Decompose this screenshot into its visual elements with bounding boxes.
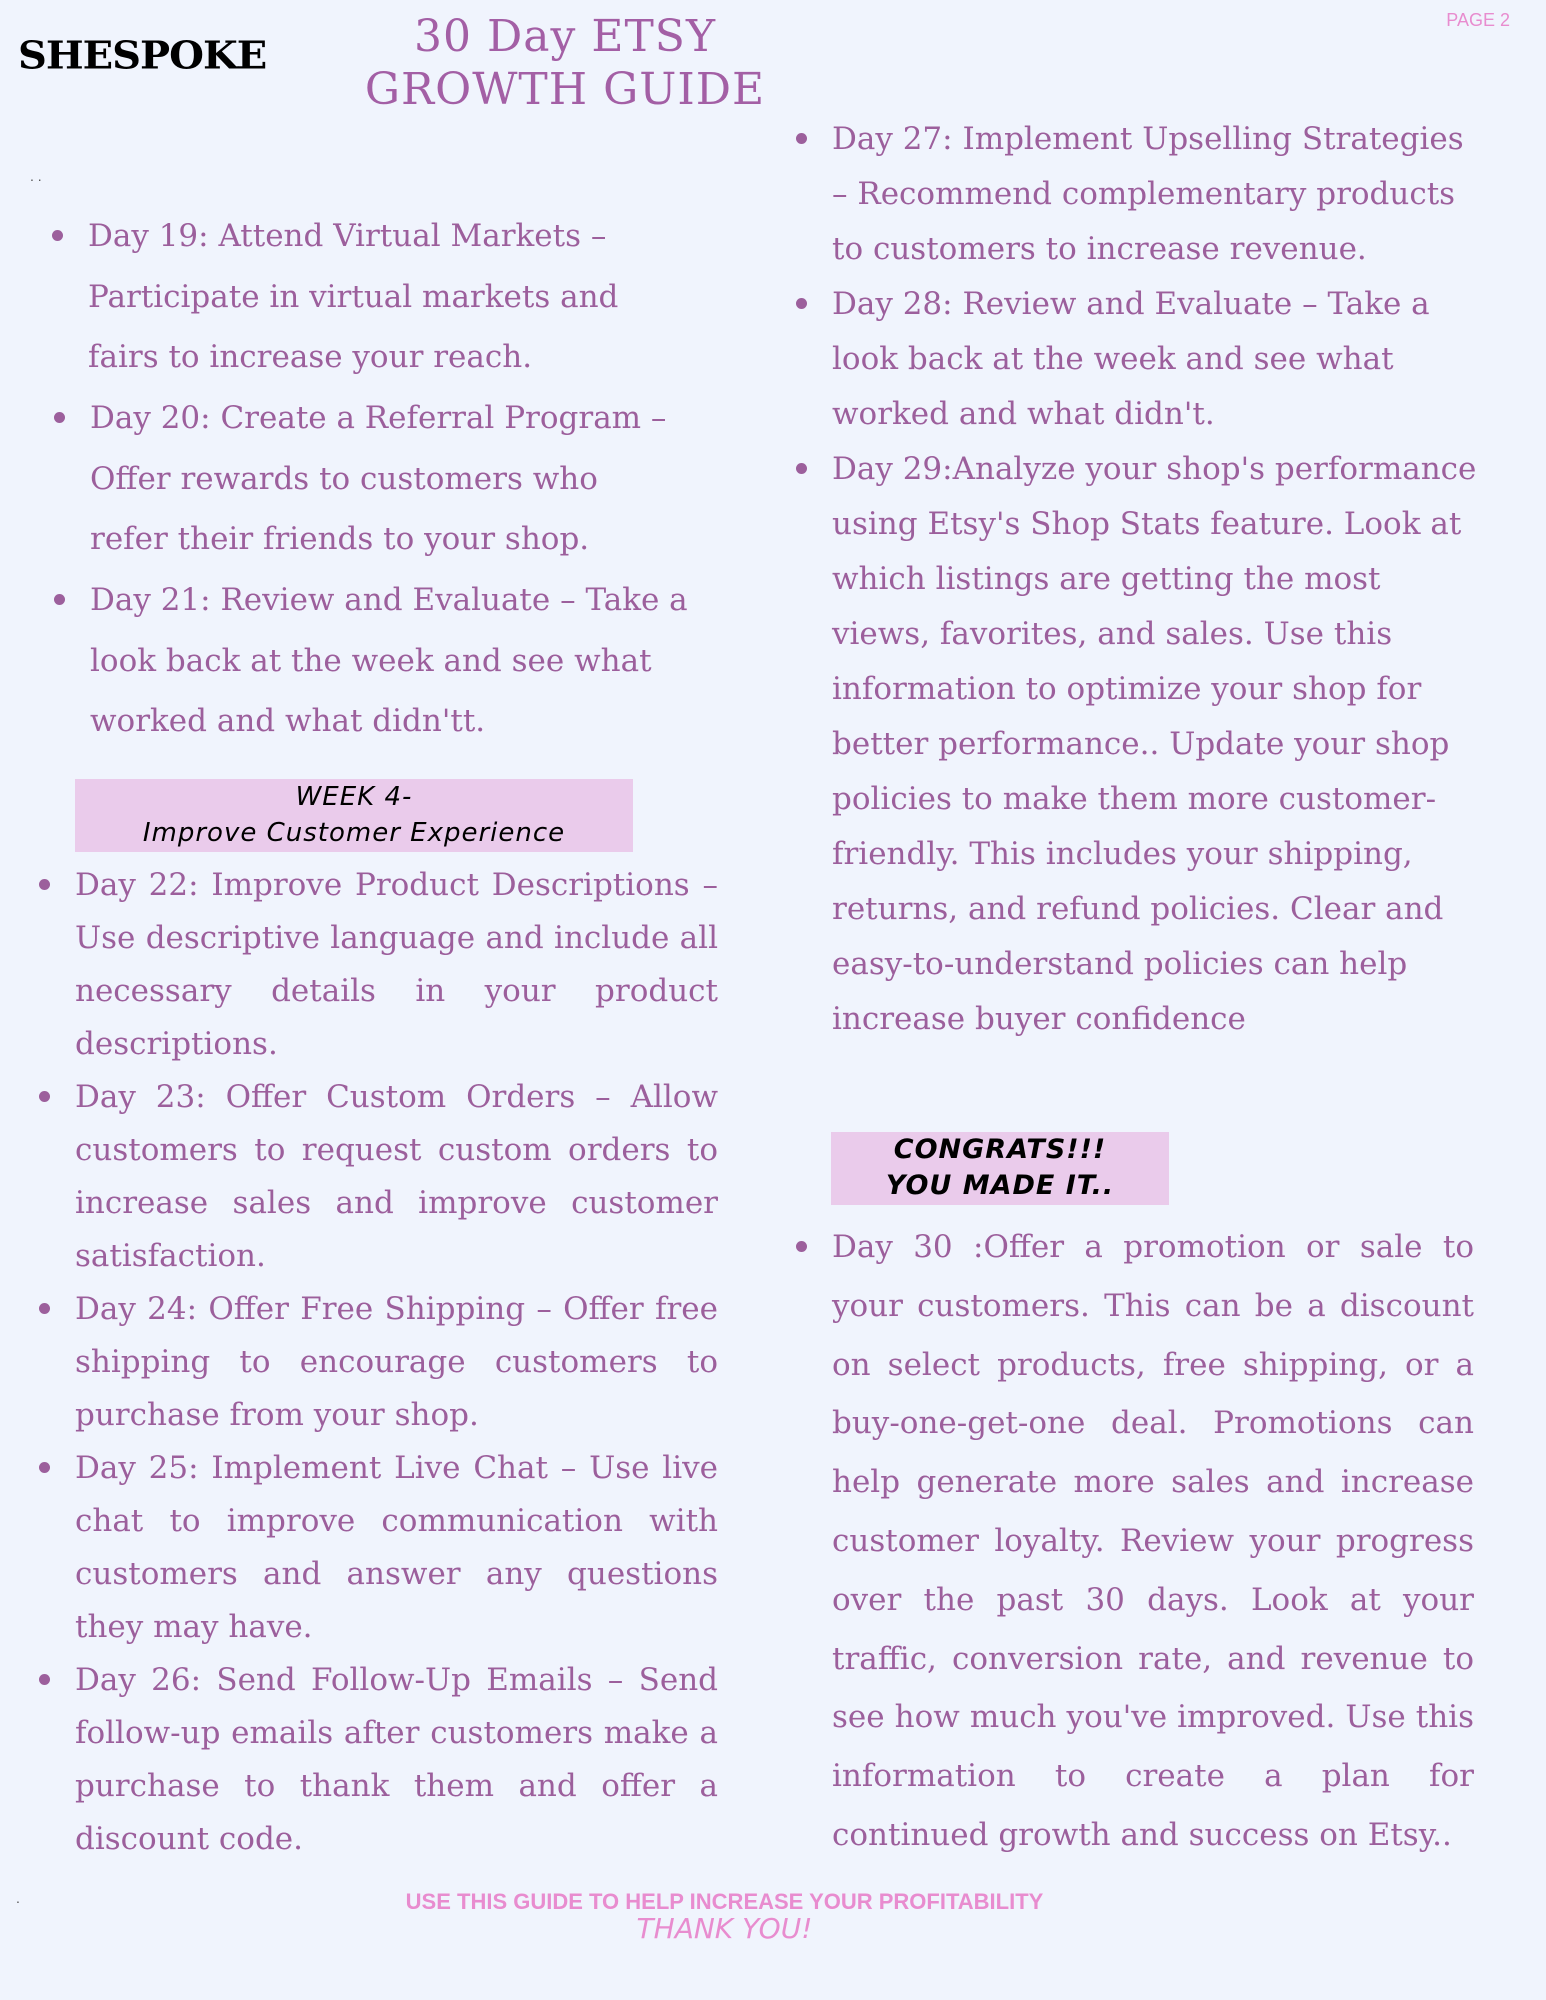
list-item-day-23: Day 23: Offer Custom Orders – Allow customers to request custom orders to increase sales and improve customer satisfaction. [75,1071,718,1283]
list-item-day-25: Day 25: Implement Live Chat – Use live chat to improve communication with customers and answer any questions they may have. [75,1442,718,1654]
congrats-banner [831,1132,1169,1205]
stray-dots: . . [30,168,42,184]
list-item-day-30: Day 30 :Offer a promotion or sale to your customers. This can be a discount on select products, free shipping, or a buy-one-get-one deal. Promotions can help generate more sales and increase customer loyalty. Review your progress over the past 30 days. Look at your traffic, conversion rate, and revenue to see how much you've improved. Use this information to create a plan for continued growth and success on Etsy.. [832,1218,1474,1865]
list-item-day-27: Day 27: Implement Upselling Strategies – Recommend complementary products to customers to increase revenue. [832,112,1482,277]
stray-dot: . [16,1890,20,1906]
title-line-2: GROWTH GUIDE [364,64,766,115]
brand-logo: SHESPOKE [18,33,267,78]
week-banner-line-1: WEEK 4- [295,782,413,812]
footer-cta: USE THIS GUIDE TO HELP INCREASE YOUR PROFITABILITY [405,1889,1044,1914]
list-item-day-21: Day 21: Review and Evaluate – Take a look back at the week and see what worked and what didn'tt. [90,570,715,752]
congrats-banner-line-2: YOU MADE IT.. [885,1170,1115,1201]
list-item-day-19: Day 19: Attend Virtual Markets – Participate in virtual markets and fairs to increase your reach. [88,206,668,388]
list-item-day-26: Day 26: Send Follow-Up Emails – Send follow-up emails after customers make a purchase to thank them and offer a discount code. [75,1654,718,1866]
list-item-day-24: Day 24: Offer Free Shipping – Offer free shipping to encourage customers to purchase from your shop. [75,1283,718,1442]
week-4-banner [75,779,633,852]
page-number: PAGE 2 [1446,10,1510,30]
list-item-day-28: Day 28: Review and Evaluate – Take a look back at the week and see what worked and what didn't. [832,277,1482,442]
list-item-day-22: Day 22: Improve Product Descriptions – Use descriptive language and include all necessary details in your product descriptions. [75,859,718,1071]
week-banner-line-2: Improve Customer Experience [142,818,566,848]
page-title [340,10,790,116]
congrats-banner-line-1: CONGRATS!!! [893,1134,1107,1165]
list-item-day-20: Day 20: Create a Referral Program – Offer rewards to customers who refer their friends to your shop. [90,388,670,570]
footer-thank-you: THANK YOU! [636,1912,813,1945]
list-item-day-29: Day 29:Analyze your shop's performance using Etsy's Shop Stats feature. Look at which listings are getting the most views, favorites, and sales. Use this information to optimize your shop for better performance.. Update your shop policies to make them more customer-friendly. This includes your shipping, returns, and refund policies. Clear and easy-to-understand policies can help increase buyer confidence [832,442,1482,1047]
title-line-1: 30 Day ETSY [414,11,716,62]
